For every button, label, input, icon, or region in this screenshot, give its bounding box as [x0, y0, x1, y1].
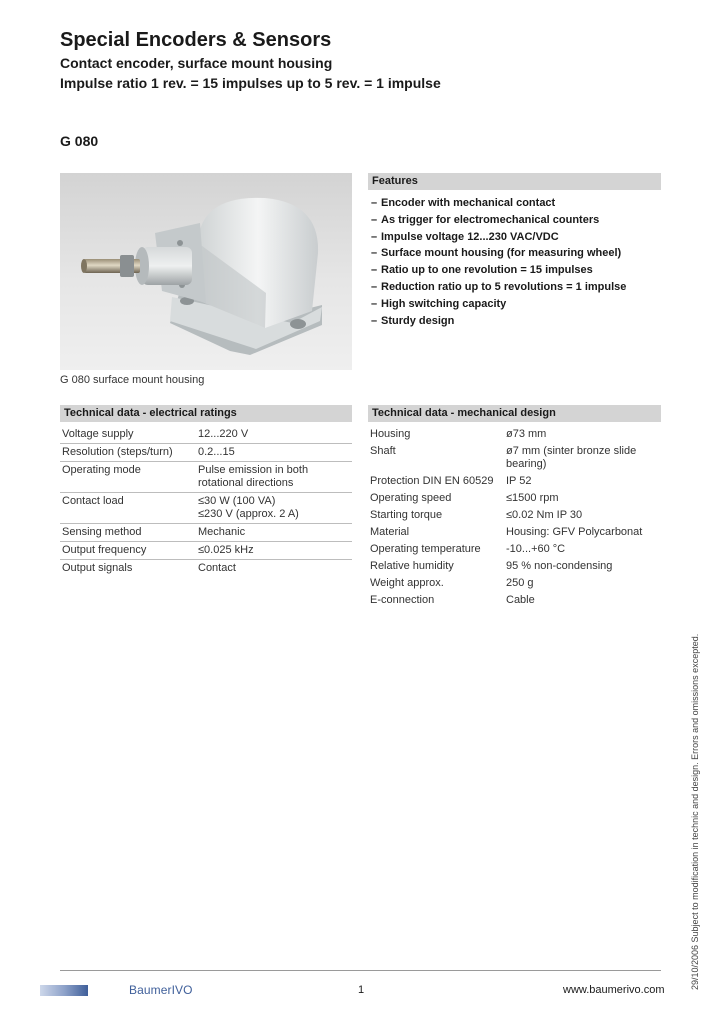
spec-key: Material: [370, 526, 410, 538]
spec-value: 250 g: [506, 577, 534, 589]
feature-text: As trigger for electromechanical counters: [381, 213, 600, 226]
list-item: [371, 196, 626, 213]
table-row: [368, 524, 661, 541]
table-row: [368, 507, 661, 524]
list-item: [371, 263, 626, 280]
feature-text: Impulse voltage 12...230 VAC/VDC: [381, 230, 559, 243]
table-row: [60, 462, 352, 493]
product-photo: [60, 173, 352, 370]
spec-key: Output frequency: [60, 542, 196, 560]
website-link[interactable]: www.baumerivo.com: [563, 984, 665, 996]
bullet: –: [371, 230, 378, 243]
table-row: [60, 444, 352, 462]
spec-value: -10...+60 °C: [506, 543, 566, 555]
spec-key: Housing: [370, 428, 411, 440]
electrical-ratings-table: [60, 426, 352, 577]
list-item: [371, 230, 626, 247]
table-row: [368, 592, 661, 609]
spec-key: Contact load: [60, 493, 196, 524]
side-disclaimer: 29/10/2006 Subject to modification in technic and design. Errors and omissions excepted.: [690, 633, 700, 990]
spec-value: Housing: GFV Polycarbonat: [506, 526, 643, 538]
table-row: [368, 490, 661, 507]
table-row: [368, 575, 661, 592]
spec-key: Sensing method: [60, 524, 196, 542]
spec-value: IP 52: [506, 475, 532, 487]
feature-text: Sturdy design: [381, 314, 455, 327]
feature-text: High switching capacity: [381, 297, 507, 310]
spec-value: Contact: [198, 562, 236, 574]
spec-value: Mechanic: [196, 524, 352, 542]
table-row: [60, 426, 352, 444]
spec-value: 0.2...15: [196, 444, 352, 462]
spec-value-line: Pulse emission in both: [198, 464, 309, 476]
feature-text: Reduction ratio up to 5 revolutions = 1 impulse: [381, 280, 627, 293]
spec-key: Relative humidity: [370, 560, 454, 572]
table-row: [60, 524, 352, 542]
spec-key: Resolution (steps/turn): [60, 444, 196, 462]
spec-key: Shaft: [370, 445, 396, 457]
page-title: Special Encoders & Sensors: [60, 29, 332, 51]
spec-value-line: bearing): [506, 458, 547, 470]
logo-mark-icon: [40, 985, 88, 996]
mechanical-design-heading: Technical data - mechanical design: [368, 405, 661, 422]
spec-value-line: ≤230 V (approx. 2 A): [198, 508, 299, 520]
table-row: [60, 560, 352, 578]
spec-value: [504, 443, 661, 473]
bullet: –: [371, 213, 378, 226]
spec-value: [196, 493, 352, 524]
spec-key: Starting torque: [370, 509, 443, 521]
spec-value: Cable: [506, 594, 535, 606]
table-row: [60, 542, 352, 560]
spec-value: 95 % non-condensing: [506, 560, 613, 572]
list-item: [371, 314, 626, 331]
spec-value-line: ≤30 W (100 VA): [198, 495, 276, 507]
bullet: –: [371, 197, 378, 209]
spec-value: ≤1500 rpm: [506, 492, 559, 504]
list-item: [371, 246, 626, 263]
features-heading: Features: [368, 173, 661, 190]
model-number: G 080: [60, 133, 99, 149]
spec-value-line: ø7 mm (sinter bronze slide: [506, 445, 637, 457]
spec-value: ø73 mm: [506, 428, 547, 440]
spec-value: [196, 462, 352, 493]
spec-value: ≤0.025 kHz: [196, 542, 352, 560]
brand-name-part: IVO: [171, 983, 193, 997]
features-list: [371, 196, 626, 330]
feature-text: Encoder with mechanical contact: [381, 197, 556, 209]
table-row: [60, 493, 352, 524]
spec-value-line: rotational directions: [198, 477, 294, 489]
spec-key: Voltage supply: [60, 426, 196, 444]
footer-divider: [60, 970, 661, 971]
spec-key: Operating temperature: [370, 543, 481, 555]
bullet: –: [371, 314, 378, 327]
photo-caption: G 080 surface mount housing: [60, 374, 205, 386]
spec-key: Output signals: [62, 562, 133, 574]
table-row: [368, 426, 661, 443]
spec-key: Operating mode: [60, 462, 196, 493]
list-item: [371, 280, 626, 297]
page-number: 1: [358, 984, 365, 996]
list-item: [371, 297, 626, 314]
spec-key: E-connection: [370, 594, 435, 606]
feature-text: Ratio up to one revolution = 15 impulses: [381, 264, 593, 277]
bullet: –: [371, 280, 378, 293]
bullet: –: [371, 247, 378, 260]
spec-key: Protection DIN EN 60529: [370, 475, 494, 487]
table-row: [368, 541, 661, 558]
table-row: [368, 473, 661, 490]
spec-key: Weight approx.: [370, 577, 444, 589]
brand-logo: [40, 983, 193, 997]
spec-key: Operating speed: [370, 492, 452, 504]
brand-name-part: Baumer: [129, 983, 172, 997]
encoder-illustration: [60, 173, 352, 370]
spec-value: 12...220 V: [196, 426, 352, 444]
bullet: –: [371, 264, 378, 277]
brand-name: [129, 983, 193, 997]
subtitle-product-type: Contact encoder, surface mount housing: [60, 55, 333, 71]
table-row: [368, 443, 661, 473]
feature-text: Surface mount housing (for measuring wheel): [381, 247, 622, 260]
table-row: [368, 558, 661, 575]
mechanical-design-table: [368, 426, 661, 609]
subtitle-impulse-ratio: Impulse ratio 1 rev. = 15 impulses up to 5 rev. = 1 impulse: [60, 75, 441, 91]
electrical-ratings-heading: Technical data - electrical ratings: [60, 405, 352, 422]
spec-value: ≤0.02 Nm IP 30: [506, 509, 583, 521]
list-item: [371, 213, 626, 230]
bullet: –: [371, 297, 378, 310]
